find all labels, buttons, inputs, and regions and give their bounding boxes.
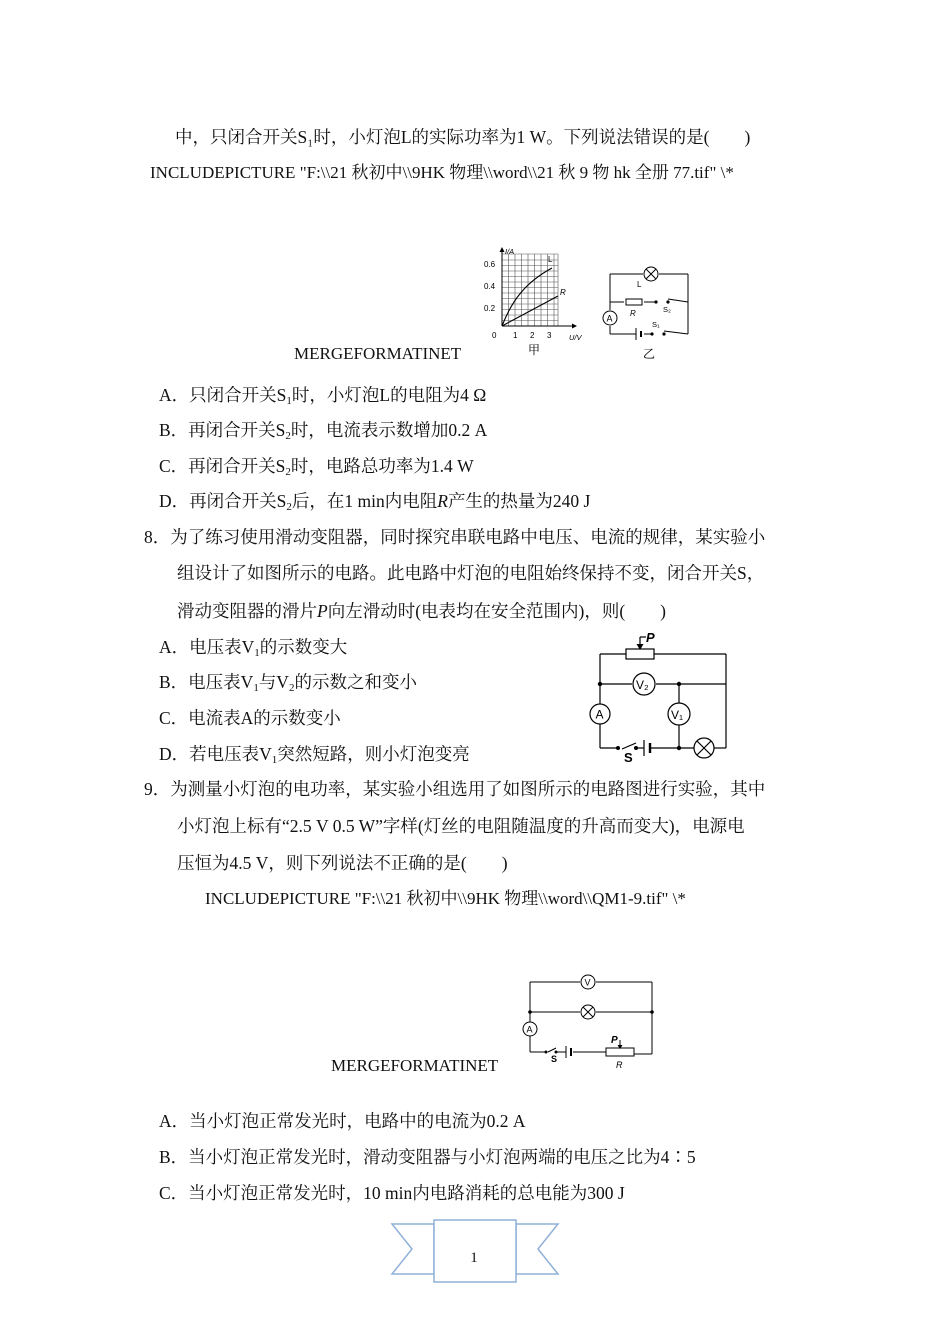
q8-stem-line1: 8．为了练习使用滑动变阻器，同时探究串联电路中电压、电流的规律，某实验小 xyxy=(144,527,766,547)
q7-option-d: D．再闭合开关$S_2$后，在1 min内电阻R产生的热量为240 J xyxy=(159,491,591,513)
q9-option-c: C．当小灯泡正常发光时，10 min内电路消耗的总电能为300 J xyxy=(159,1183,625,1203)
page-number: 1 xyxy=(470,1250,478,1266)
q9-stem-line1: 9．为测量小灯泡的电功率，某实验小组选用了如图所示的电路图进行实验，其中 xyxy=(144,779,766,799)
ammeter-symbol xyxy=(603,311,617,325)
q9-option-a: A．当小灯泡正常发光时，电路中的电流为0.2 A xyxy=(159,1111,526,1131)
q7-includepicture-field: INCLUDEPICTURE "F:\\21 秋初中\\9HK 物理\\word\\21 秋 9 物 hk 全册 77.tif" \* xyxy=(150,163,734,182)
curve-r xyxy=(502,296,558,326)
circuit-caption: 乙 xyxy=(643,347,656,361)
q7-iu-graph xyxy=(478,244,590,364)
q8-lamp xyxy=(694,738,714,758)
q8-stem-line2: 组设计了如图所示的电路。此电路中灯泡的电阻始终保持不变，闭合开关S， xyxy=(177,563,765,583)
svg-text:V: V xyxy=(584,977,591,988)
q8-ammeter xyxy=(590,704,610,724)
q8-label-s: S xyxy=(624,750,633,764)
battery-symbol xyxy=(636,328,641,340)
q9-ammeter xyxy=(523,1022,537,1036)
q7-option-c: C．再闭合开关$S_2$时，电路总功率为1.4 W xyxy=(159,456,474,478)
svg-text:V₁: V₁ xyxy=(671,708,684,722)
q8-option-c: C．电流表A的示数变小 xyxy=(159,708,341,728)
label-s1: S₁ xyxy=(652,320,660,329)
q9-battery xyxy=(566,1046,571,1058)
graph-ytick: 0.4 xyxy=(484,282,496,291)
q8-option-b: B．电压表$V_1$与$V_2$的示数之和变小 xyxy=(159,672,417,694)
q9-voltmeter xyxy=(581,975,595,989)
q8-option-d: D．若电压表$V_1$突然短路，则小灯泡变亮 xyxy=(159,744,470,766)
q7-circuit-diagram xyxy=(596,262,700,364)
graph-xtick: 3 xyxy=(547,331,552,340)
q8-voltmeter-v2 xyxy=(633,673,655,695)
graph-xtick: 0 xyxy=(492,331,497,340)
graph-xtick: 1 xyxy=(513,331,518,340)
q8-option-a: A．电压表$V_1$的示数变大 xyxy=(159,637,348,659)
graph-label-l: L xyxy=(548,255,553,264)
q9-mergeformat-field: MERGEFORMATINET xyxy=(331,1056,499,1075)
q7-mergeformat-field: MERGEFORMATINET xyxy=(294,344,462,363)
svg-text:A: A xyxy=(606,313,613,324)
graph-ytick: 0.2 xyxy=(484,304,496,313)
label-r: R xyxy=(630,309,636,318)
svg-text:V₂: V₂ xyxy=(636,678,649,692)
graph-xtick: 2 xyxy=(530,331,535,340)
label-s2: S₂ xyxy=(663,305,671,314)
label-l: L xyxy=(637,280,642,289)
q8-label-p: P xyxy=(646,632,655,645)
q9-rheostat xyxy=(606,1048,634,1056)
q9-includepicture-field: INCLUDEPICTURE "F:\\21 秋初中\\9HK 物理\\word\\QM1-9.tif" \* xyxy=(205,889,686,908)
q9-lamp xyxy=(581,1005,595,1019)
q8-rheostat-symbol xyxy=(626,649,654,659)
q9-option-b: B．当小灯泡正常发光时，滑动变阻器与小灯泡两端的电压之比为4∶5 xyxy=(159,1147,696,1167)
q9-label-p: P xyxy=(611,1035,618,1046)
q9-stem-line3: 压恒为4.5 V，则下列说法不正确的是( ) xyxy=(177,853,508,873)
resistor-symbol xyxy=(626,299,642,305)
graph-ylabel: I/A xyxy=(505,247,515,256)
q7-stem-tail: 中，只闭合开关S₁时，小灯泡L的实际功率为1 W。下列说法错误的是( ) xyxy=(175,127,751,147)
graph-ytick: 0.6 xyxy=(484,260,496,269)
graph-label-r: R xyxy=(560,288,566,297)
graph-caption: 甲 xyxy=(528,343,541,357)
q7-option-b: B．再闭合开关$S_2$时，电流表示数增加0.2 A xyxy=(159,420,488,442)
q8-stem-line3: 滑动变阻器的滑片P向左滑动时(电表均在安全范围内)，则( ) xyxy=(177,601,667,621)
q8-battery xyxy=(644,740,650,756)
q9-label-s: S xyxy=(551,1054,558,1064)
q8-voltmeter-v1 xyxy=(668,703,690,725)
q9-stem-line2: 小灯泡上标有“2.5 V 0.5 W”字样(灯丝的电阻随温度的升高而变大)，电源电 xyxy=(177,816,745,836)
graph-xlabel: U/V xyxy=(569,333,582,342)
q9-label-r: R xyxy=(616,1060,623,1070)
svg-text:A: A xyxy=(526,1024,533,1035)
q9-circuit-diagram xyxy=(518,970,660,1074)
q7-option-a: A．只闭合开关$S_1$时，小灯泡L的电阻为4 Ω xyxy=(159,385,487,407)
q8-circuit-diagram xyxy=(584,632,734,764)
svg-text:A: A xyxy=(595,707,604,722)
lamp-symbol xyxy=(644,267,658,281)
